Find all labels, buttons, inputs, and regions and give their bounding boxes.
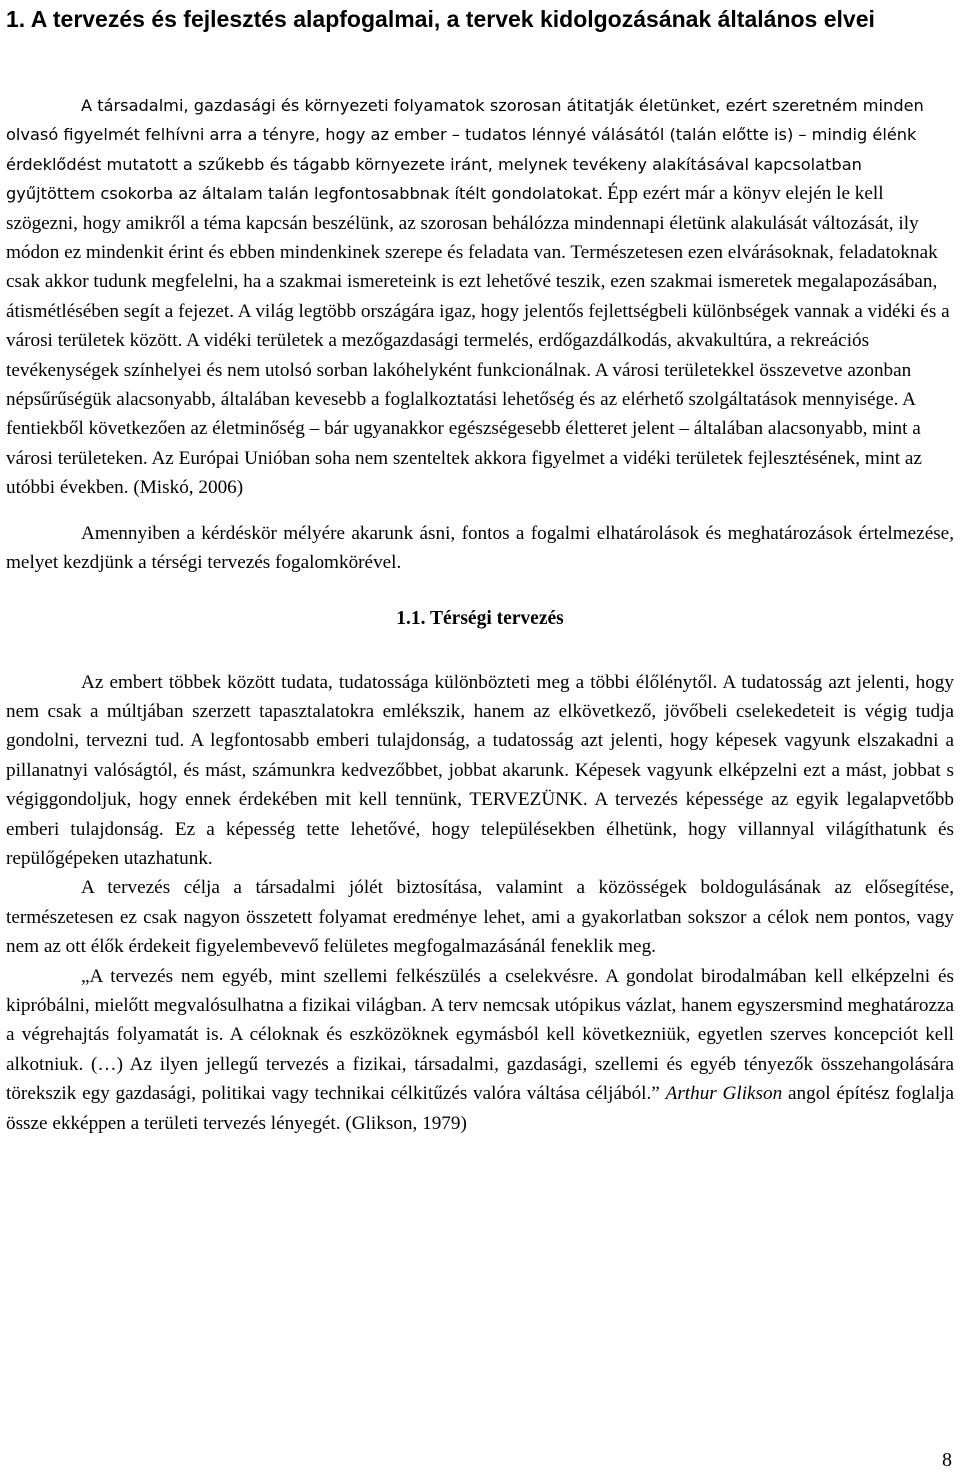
paragraph-intro bbox=[6, 91, 954, 503]
chapter-heading: 1. A tervezés és fejlesztés alapfogalmai, a tervek kidolgozásának általános elvei bbox=[6, 6, 875, 32]
quote-text: „A tervezés nem egyéb, mint szellemi felkészülés a cselekvésre. A gondolat birodalmában kell elképzelni és kipróbálni, mielőtt megvalósulhatna a fizikai világban. A terv nemcsak utópikus vázlat, hanem egyszersmind meghatározza a végrehajtás folyamatát is. A céloknak és eszközöknek egymásból kell következniük, egyetlen szerves koncepciót kell alkotniuk. (…) Az ilyen jellegű tervezés a fizikai, társadalmi, gazdasági, szellemi és egyéb tényezők összehangolására törekszik egy gazdasági, politikai vagy technikai célkitűzés valóra váltása céljából.” bbox=[6, 965, 954, 1105]
paragraph-intro-serif-text: Épp ezért már a könyv elején le kell szögezni, hogy amikről a téma kapcsán beszélünk, az szorosan behálózza mindennapi életünk alakulását változását, ily módon ez mindenkit érint és ebben mindenkinek szerepe és feladata van. Természetesen ezen elvárásoknak, feladatoknak csak akkor tudunk megfelelni, ha a szakmai ismereteink is ezt lehetővé teszik, ezen szakmai ismeretek megalapozásában, átismétlésében segít a fejezet. A világ legtöbb országára igaz, hogy jelentős fejlettségbeli különbségek vannak a vidéki és a városi területek között. A vidéki területek a mezőgazdasági termelés, erdőgazdálkodás, akvakultúra, a rekreációs tevékenységek színhelyei és nem utolsó sorban lakóhelyként funkcionálnak. A városi területekkel összevetve azonban népsűrűségük alacsonyabb, általában kevesebb a foglalkoztatási lehetőség és az elérhető szolgáltatások mennyisége. A fentiekből következően az életminőség – bár ugyanakkor egészségesebb életteret jelent – általában alacsonyabb, mint a városi területeken. Az Európai Unióban soha nem szenteltek akkora figyelmet a vidéki területek fejlesztésének, mint az utóbbi években. (Miskó, 2006) bbox=[6, 183, 950, 499]
quote-attribution: angol építész foglalja össze ekképpen a területi tervezés lényegét. (Glikson, 1979) bbox=[6, 1083, 954, 1134]
document-page bbox=[6, 0, 954, 1138]
paragraph-definitions: Amennyiben a kérdéskör mélyére akarunk ásni, fontos a fogalmi elhatárolások és meghatározások értelmezése, melyet kezdjünk a térségi tervezés fogalomkörével. bbox=[6, 522, 954, 574]
paragraph-planning-goal: A tervezés célja a társadalmi jólét biztosítása, valamint a közösségek boldogulásának az elősegítése, természetesen ez csak nagyon összetett folyamat eredménye lehet, ami a gyakorlatban sokszor a célok nem pontos, vagy nem az ott élők érdekeit figyelembevevő felületes megfogalmazásánál feneklik meg. bbox=[6, 877, 954, 958]
paragraph-consciousness: Az embert többek között tudata, tudatossága különbözteti meg a többi élőlénytől. A tudatosság azt jelenti, hogy nem csak a múltjában szerzett tapasztalatokra emlékszik, hanem az elkövetkező, jövőbeli cselekedeteit is végig tudja gondolni, tervezni tud. A legfontosabb emberi tulajdonság, a tudatosság azt jelenti, hogy képesek vagyunk elszakadni a pillanatnyi valóságtól, és mást, számunkra kedvezőbbet, jobbat akarunk. Képesek vagyunk elképzelni ezt a mást, jobbat s végiggondoljuk, hogy ennek érdekében mit kell tennünk, TERVEZÜNK. A tervezés képessége az egyik legalapvetőbb emberi tulajdonság. Ez a képesség tette lehetővé, hogy településekben élhetünk, hogy villannyal világíthatunk és repülőgépeken utazhatunk. bbox=[6, 671, 954, 869]
paragraph-quote bbox=[6, 962, 954, 1138]
page-number: 8 bbox=[942, 1449, 952, 1471]
section-heading: 1.1. Térségi tervezés bbox=[396, 607, 564, 629]
quote-author: Arthur Glikson bbox=[665, 1083, 783, 1105]
paragraph-intro-sans-text: A társadalmi, gazdasági és környezeti folyamatok szorosan átitatják életünket, ezért szeretném minden olvasó figyelmét felhívni arra a tényre, hogy az ember – tudatos lénnyé válásától (talán előtte is) – mindig élénk érdeklődést mutatott a szűkebb és tágabb környezete iránt, melynek tevékeny alakításával kapcsolatban gyűjtöttem csokorba az általam talán legfontosabbnak ítélt gondolatokat. bbox=[6, 96, 924, 204]
